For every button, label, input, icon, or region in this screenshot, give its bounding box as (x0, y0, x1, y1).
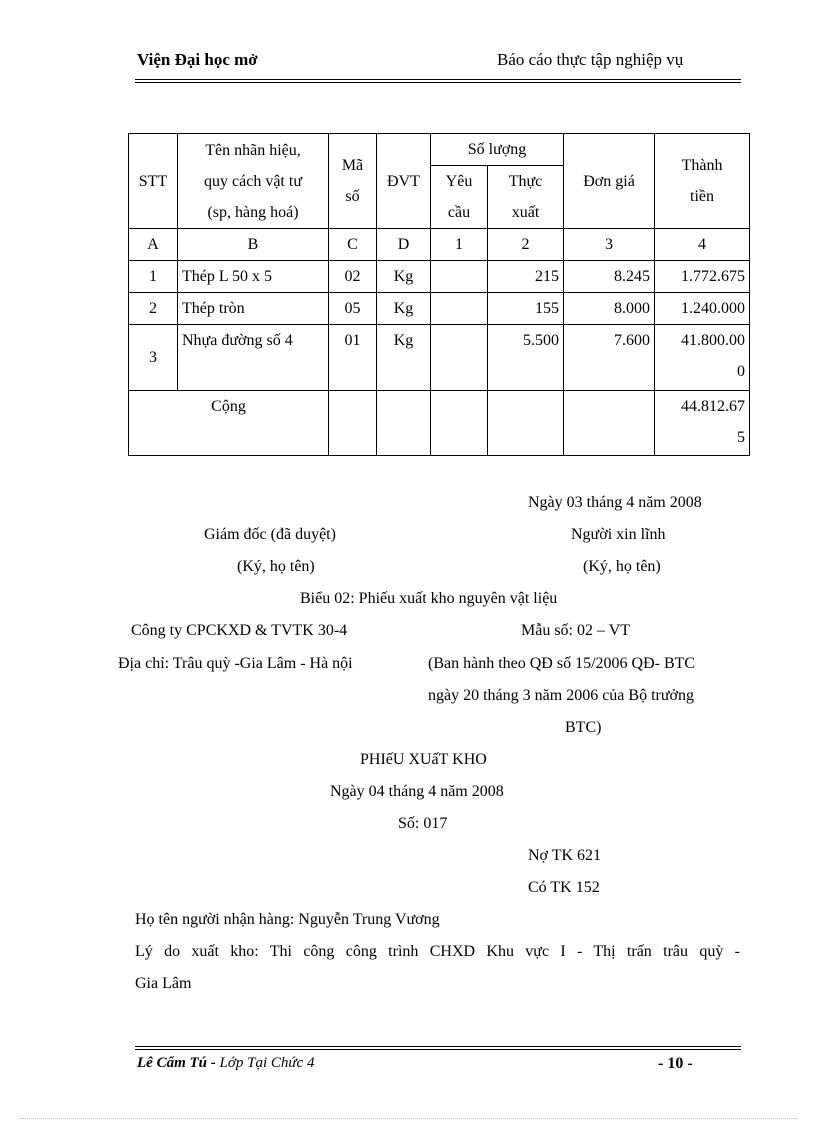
header-institute: Viện Đại học mở (137, 50, 258, 69)
reason-line-2: Gia Lâm (135, 975, 192, 992)
header-rule-2 (135, 82, 741, 83)
table-row: 3 Nhựa đường số 4 01 Kg 5.500 7.600 41.800.00 0 (129, 325, 750, 391)
col-header-total: Thành tiền (655, 134, 750, 229)
index-cell: B (178, 229, 329, 261)
index-cell: 4 (655, 229, 750, 261)
header-rule-1 (135, 79, 741, 80)
materials-table (128, 133, 750, 456)
footer-author: Lê Cẩm Tú - Lớp Tại Chức 4 (137, 1055, 315, 1071)
col-header-requested: Yêu cầu (431, 166, 488, 229)
director-title: Giám đốc (đã duyệt) (204, 526, 336, 543)
total-value: 44.812.67 5 (655, 391, 750, 456)
col-header-stt: STT (129, 134, 178, 229)
footer-rule-2 (135, 1049, 741, 1050)
index-cell: 1 (431, 229, 488, 261)
figure-caption: Biểu 02: Phiếu xuất kho nguyên vật liệu (300, 590, 558, 607)
total-row (129, 391, 750, 456)
decree-line-2: ngày 20 tháng 3 năm 2006 của Bộ trưởng (428, 687, 694, 704)
page-number: - 10 - (658, 1055, 693, 1072)
col-header-actual: Thực xuất (488, 166, 564, 229)
slip-date: Ngày 04 tháng 4 năm 2008 (330, 783, 504, 800)
table-row: 2 Thép tròn 05 Kg 155 8.000 1.240.000 (129, 293, 750, 325)
index-cell: D (377, 229, 431, 261)
reason-line-1: Lý do xuất kho: Thi công công trình CHXD Khu vực I - Thị trấn trâu quỳ - (135, 943, 740, 960)
index-cell: A (129, 229, 178, 261)
slip-number: Số: 017 (398, 815, 448, 832)
slip-title: PHIếU XUấT KHO (360, 751, 487, 768)
requester-title: Người xin lĩnh (571, 526, 666, 543)
col-header-name: Tên nhãn hiệu, quy cách vật tư (sp, hàng hoá) (178, 134, 329, 229)
decree-line-1: (Ban hành theo QĐ số 15/2006 QĐ- BTC (428, 655, 696, 672)
director-sign: (Ký, họ tên) (237, 558, 315, 575)
col-header-code: Mã số (329, 134, 377, 229)
col-header-unit: ĐVT (377, 134, 431, 229)
table-row: 1 Thép L 50 x 5 02 Kg 215 8.245 1.772.675 (129, 261, 750, 293)
requester-sign: (Ký, họ tên) (583, 558, 661, 575)
index-cell: 2 (488, 229, 564, 261)
col-header-quantity: Số lượng (431, 134, 564, 166)
index-cell: C (329, 229, 377, 261)
company-name: Công ty CPCKXD & TVTK 30-4 (131, 622, 348, 639)
receiver-name: Họ tên người nhận hàng: Nguyễn Trung Vương (135, 911, 440, 928)
footer-rule-1 (135, 1046, 741, 1047)
header-report-title: Báo cáo thực tập nghiệp vụ (497, 50, 684, 69)
col-header-price: Đơn giá (564, 134, 655, 229)
company-address: Địa chỉ: Trâu quỳ -Gia Lâm - Hà nội (118, 655, 353, 672)
column-index-row (129, 229, 750, 261)
decree-line-3: BTC) (565, 719, 602, 736)
credit-account: Có TK 152 (528, 879, 600, 896)
index-cell: 3 (564, 229, 655, 261)
form-number: Mẫu số: 02 – VT (521, 622, 631, 639)
debit-account: Nợ TK 621 (528, 847, 602, 864)
total-label: Cộng (129, 391, 329, 456)
signoff-date: Ngày 03 tháng 4 năm 2008 (528, 494, 702, 511)
page-edge-dotted (20, 1118, 796, 1119)
